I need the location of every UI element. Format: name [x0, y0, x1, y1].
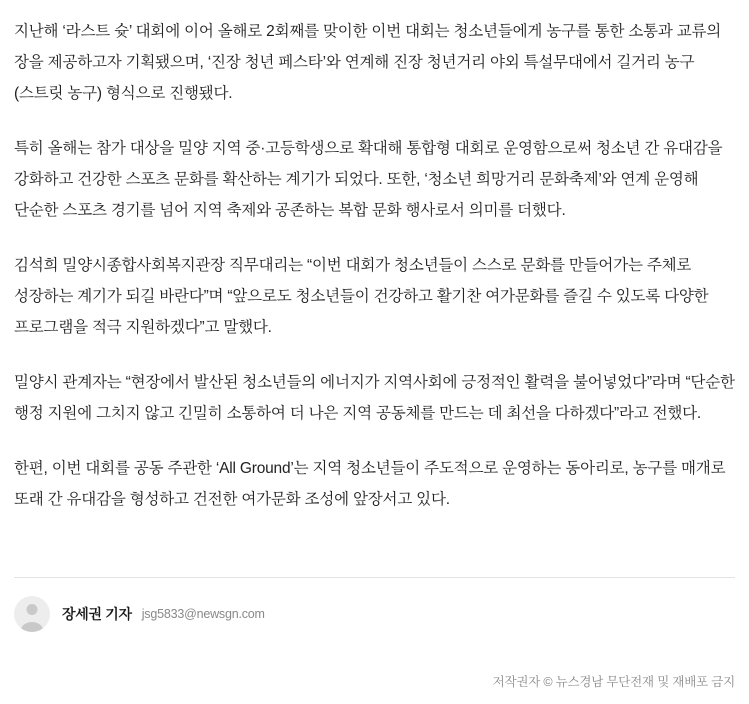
article-paragraph: 한편, 이번 대회를 공동 주관한 ‘All Ground’는 지역 청소년들이 주도적으로 운영하는 동아리로, 농구를 매개로 또래 간 유대감을 형성하고 건전한 여가문화 조성에 앞장서고 있다. [14, 460, 726, 508]
byline [0, 578, 749, 632]
article-paragraph: 밀양시 관계자는 “현장에서 발산된 청소년들의 에너지가 지역사회에 긍정적인 활력을 불어넣었다”라며 “단순한 행정 지원에 그치지 않고 긴밀히 소통하여 더 나은 지역 공동체를 만드는 데 최선을 다하겠다”라고 전했다. [14, 374, 735, 422]
reporter-email[interactable]: jsg5833@newsgn.com [141, 607, 265, 621]
article-paragraph: 특히 올해는 참가 대상을 밀양 지역 중·고등학생으로 확대해 통합형 대회로 운영함으로써 청소년 간 유대감을 강화하고 건강한 스포츠 문화를 확산하는 계기가 되었다. 또한, ‘청소년 희망거리 문화축제’와 연계 운영해 단순한 스포츠 경기를 넘어 지역 축제와 공존하는 복합 문화 행사로서 의미를 더했다. [14, 140, 723, 219]
avatar [14, 596, 50, 632]
article-paragraph: 김석희 밀양시종합사회복지관장 직무대리는 “이번 대회가 청소년들이 스스로 문화를 만들어가는 주체로 성장하는 계기가 되길 바란다”며 “앞으로도 청소년들이 건강하고 활기찬 여가문화를 즐길 수 있도록 다양한 프로그램을 적극 지원하겠다”고 말했다. [14, 257, 709, 336]
copyright-notice: 저작권자 © 뉴스경남 무단전재 및 재배포 금지 [492, 675, 735, 689]
reporter-name: 장세권 기자 [62, 606, 132, 622]
article-paragraph: 지난해 ‘라스트 슛’ 대회에 이어 올해로 2회째를 맞이한 이번 대회는 청소년들에게 농구를 통한 소통과 교류의 장을 제공하고자 기획됐으며, ‘진장 청년 페스타’와 연계해 진장 청년거리 야외 특설무대에서 길거리 농구(스트릿 농구) 형식으로 진행됐다. [14, 23, 722, 102]
content-spacer [0, 515, 749, 577]
